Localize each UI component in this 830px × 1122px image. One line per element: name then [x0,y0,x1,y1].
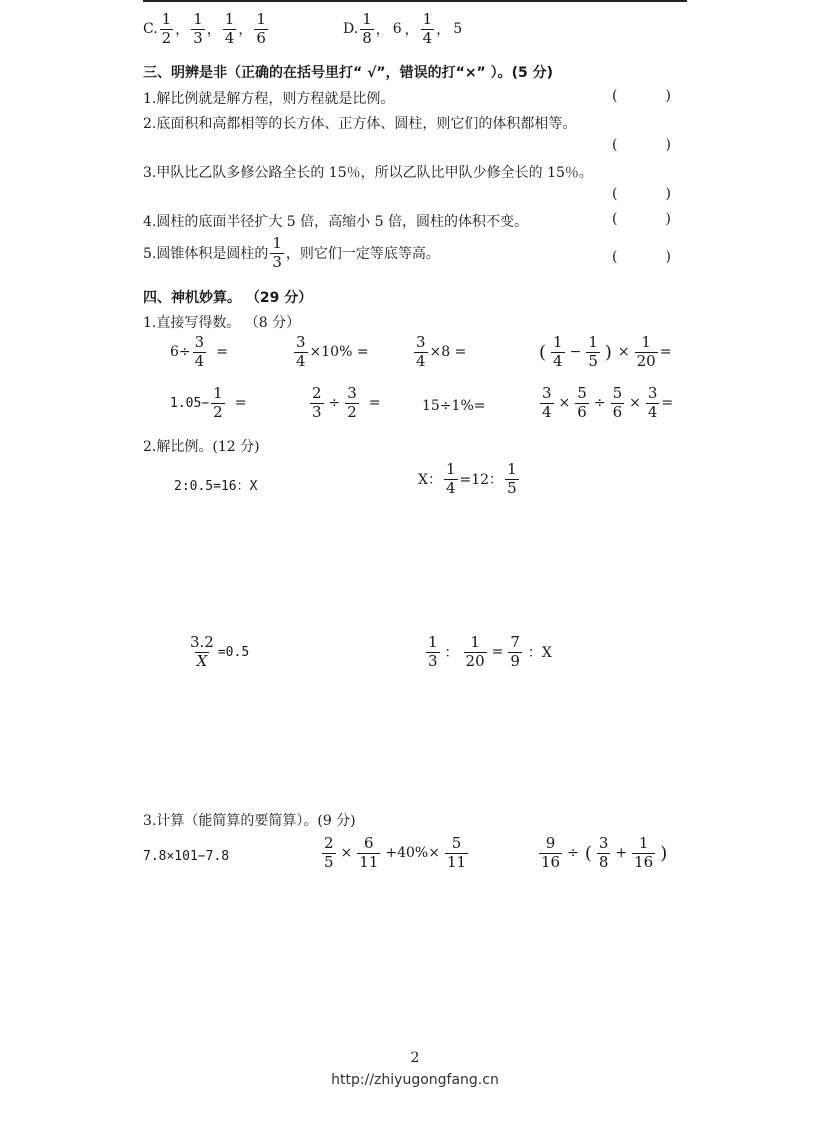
fraction: $\frac{5}{11}$ [446,834,467,871]
fraction: $\frac{1}{5}$ [507,460,517,497]
part-2-title: 2.解比例。(12 分) [143,439,260,455]
fraction: $\frac{1}{3}$ [193,10,203,47]
part-1-title: 1.直接写得数。 （8 分） [143,315,301,331]
proportion-3: $\frac{3.2}{X}$ =0.5 [190,633,250,670]
fraction: $\frac{3}{4}$ [542,384,552,421]
answer-parens[interactable]: ( ) [612,186,671,202]
judge-item-4: 4.圆柱的底面半径扩大 5 倍，高缩小 5 倍，圆柱的体积不变。 [143,214,528,230]
fraction: $\frac{1}{2}$ [213,384,223,421]
fraction: $\frac{1}{4}$ [445,460,456,497]
choice-c: C. $\frac{1}{2}$ ， $\frac{1}{3}$ ， $\frac{1}{4}$ ， $\frac{1}{6}$ [143,10,266,47]
expr-1: 6÷ $\frac{3}{4}$ = [170,333,228,370]
fraction: $\frac{7}{9}$ [510,633,520,670]
fraction: $\frac{6}{11}$ [359,834,379,871]
page-number: 2 [410,1050,420,1066]
fraction: $\frac{1}{4}$ [422,10,433,47]
choice-d-label: D. [343,21,359,38]
proportion-2: X： $\frac{1}{4}$ =12： $\frac{1}{5}$ [418,460,517,497]
fraction: $\frac{1}{20}$ [636,333,656,370]
calc-3: $\frac{9}{16}$ ÷ ( $\frac{3}{8}$ + $\frac{1}{16}$ ) [541,834,668,871]
fraction: $\frac{1}{20}$ [465,633,485,670]
expr-8: $\frac{3}{4}$ × $\frac{5}{6}$ ÷ $\frac{5}{6}$ × $\frac{3}{4}$ = [542,384,674,421]
answer-parens[interactable]: ( ) [612,88,671,104]
fraction: $\frac{3}{4}$ [647,384,658,421]
fraction: $\frac{3}{2}$ [347,384,357,421]
section-4-title: 四、神机妙算。 （29 分） [143,290,313,306]
fraction: $\frac{1}{6}$ [256,10,266,47]
answer-parens[interactable]: ( ) [612,137,671,153]
expr-3: $\frac{3}{4}$ ×8 = [416,333,467,370]
fraction: $\frac{1}{3}$ [272,234,282,271]
fraction: $\frac{1}{4}$ [553,333,563,370]
footer-url[interactable]: http://zhiyugongfang.cn [331,1072,499,1088]
top-rule [143,0,687,2]
fraction: $\frac{5}{6}$ [612,384,623,421]
answer-parens[interactable]: ( ) [612,211,671,227]
fraction: $\frac{1}{2}$ [161,10,172,47]
fraction: $\frac{1}{8}$ [362,10,372,47]
calc-2: $\frac{2}{5}$ × $\frac{6}{11}$ +40%× $\frac{5}{11}$ [324,834,467,871]
fraction: $\frac{2}{3}$ [312,384,322,421]
expr-6: $\frac{2}{3}$ ÷ $\frac{3}{2}$ = [312,384,381,421]
fraction: $\frac{2}{5}$ [324,834,334,871]
section-3-title: 三、明辨是非（正确的在括号里打“ √”，错误的打“×” ）。(5 分) [143,65,554,81]
expr-4: ( $\frac{1}{4}$ − $\frac{1}{5}$ ) × $\frac{1}{20}$ = [539,333,672,370]
fraction: $\frac{1}{3}$ [428,633,438,670]
judge-item-3: 3.甲队比乙队多修公路全长的 15％，所以乙队比甲队少修全长的 15％。 [143,165,593,181]
fraction: $\frac{3.2}{X}$ [190,633,214,670]
fraction: $\frac{1}{16}$ [634,834,654,871]
choice-d: D. $\frac{1}{8}$ ， 6 ， $\frac{1}{4}$ ， 5 [343,10,463,47]
judge-item-2: 2.底面积和高都相等的长方体、正方体、圆柱，则它们的体积都相等。 [143,116,577,132]
proportion-1: 2:0.5=16：X [174,479,258,494]
expr-7: 15÷1%= [422,398,486,414]
proportion-4: $\frac{1}{3}$ ： $\frac{1}{20}$ = $\frac{7}{9}$ ：X [428,633,552,670]
calc-1: 7.8×101−7.8 [143,849,230,864]
judge-item-5: 5.圆锥体积是圆柱的 $\frac{1}{3}$ ，则它们一定等底等高。 [143,234,440,271]
expr-5: 1.05− $\frac{1}{2}$ = [170,384,247,421]
fraction: $\frac{3}{4}$ [416,333,426,370]
choice-c-label: C. [143,21,158,38]
fraction: $\frac{3}{8}$ [598,834,609,871]
fraction: $\frac{5}{6}$ [577,384,587,421]
part-3-title: 3.计算（能简算的要简算）。(9 分) [143,813,356,829]
fraction: $\frac{1}{4}$ [224,10,235,47]
expr-2: $\frac{3}{4}$ ×10% = [296,333,369,370]
judge-item-1: 1.解比例就是解方程，则方程就是比例。 [143,91,395,107]
fraction: $\frac{3}{4}$ [296,333,306,370]
answer-parens[interactable]: ( ) [612,249,671,265]
fraction: $\frac{9}{16}$ [541,834,561,871]
fraction: $\frac{3}{4}$ [194,333,205,370]
fraction: $\frac{1}{5}$ [588,333,598,370]
